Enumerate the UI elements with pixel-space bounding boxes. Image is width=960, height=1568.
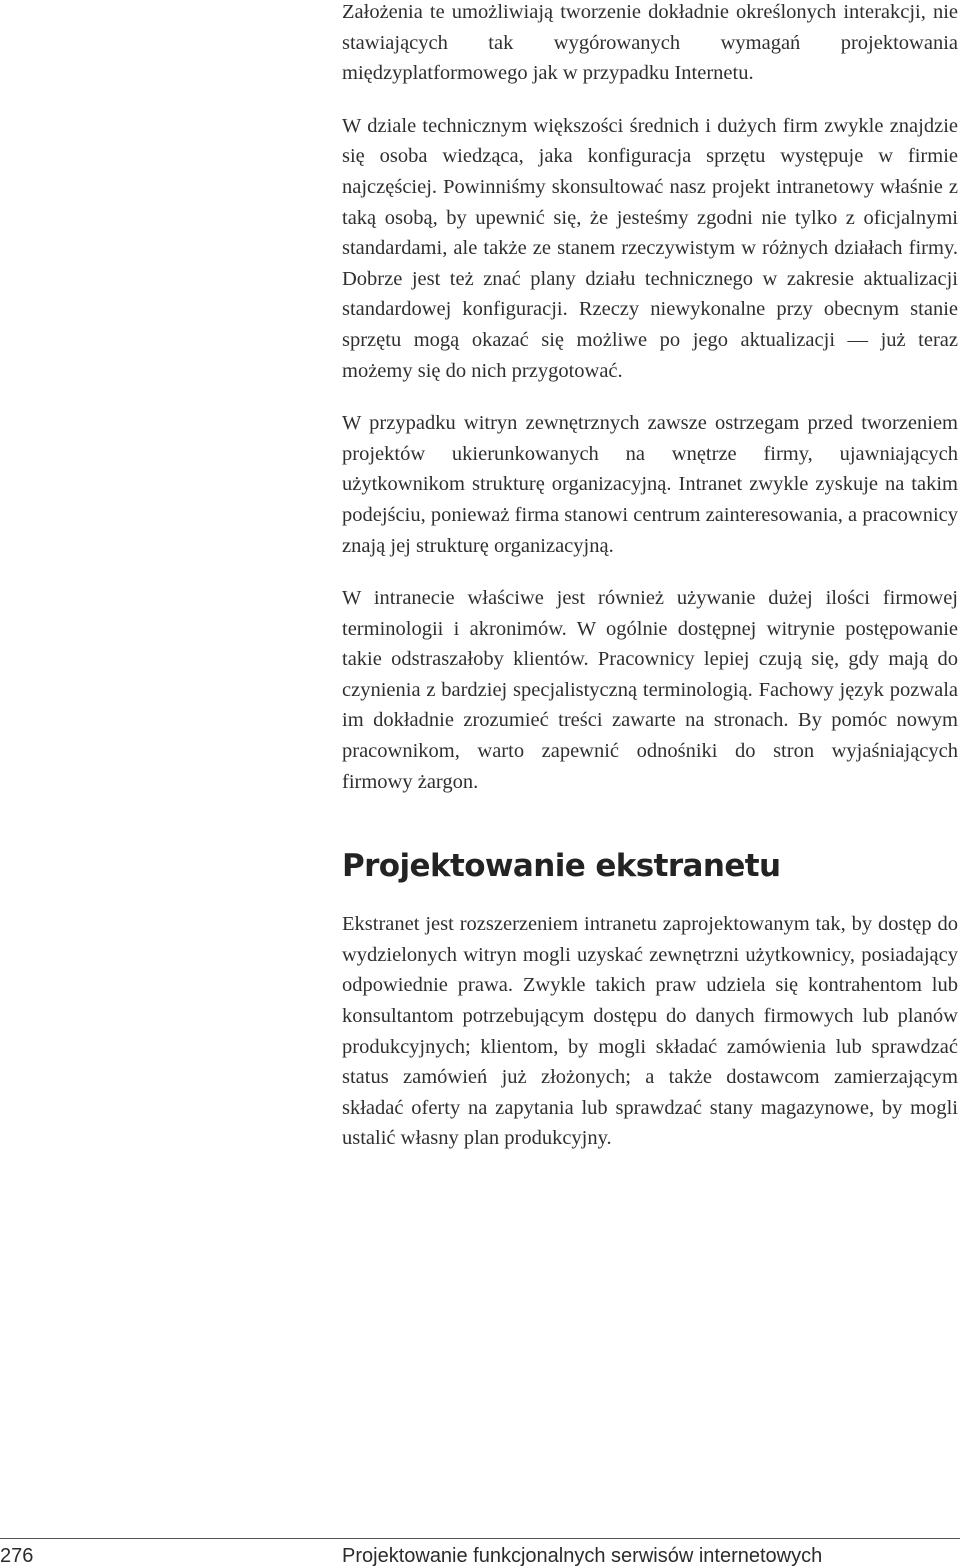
running-title: Projektowanie funkcjonalnych serwisów internetowych xyxy=(342,1545,823,1567)
page-number: 276 xyxy=(0,1545,34,1567)
section-paragraph-1: Ekstranet jest rozszerzeniem intranetu zaprojektowanym tak, by dostęp do wydzielonych witryn mogli uzyskać zewnętrzni użytkownicy, posiadający odpowiednie prawa. Zwykle takich praw udziela się kontrahentom lub konsultantom potrzebującym dostępu do danych firmowych lub planów produkcyjnych; klientom, by mogli składać zamówienia lub sprawdzać status zamówień już złożonych; a także dostawcom zamierzającym składać oferty na zapytania lub sprawdzać stany magazynowe, by mogli ustalić własny plan produkcyjny. xyxy=(342,913,958,1150)
body-paragraph-1: Założenia te umożliwiają tworzenie dokładnie określonych interakcji, nie stawiających tak wygórowanych wymagań projektowania międzyplatformowego jak w przypadku Internetu. xyxy=(342,1,958,85)
page-body xyxy=(342,0,958,1176)
section-heading: Projektowanie ekstranetu xyxy=(342,848,781,885)
body-paragraph-4: W intranecie właściwe jest również używanie dużej ilości firmowej terminologii i akronimów. W ogólnie dostępnej witrynie postępowanie takie odstraszałoby klientów. Pracownicy lepiej czują się, gdy mają do czynienia z bardziej specjalistyczną terminologią. Fachowy język pozwala im dokładnie zrozumieć treści zawarte na stronach. By pomóc nowym pracownikom, warto zapewnić odnośniki do stron wyjaśniających firmowy żargon. xyxy=(342,587,958,793)
footer-rule xyxy=(0,1538,960,1539)
body-paragraph-2: W dziale technicznym większości średnich i dużych firm zwykle znajdzie się osoba wiedząca, jaka konfiguracja sprzętu występuje w firmie najczęściej. Powinniśmy skonsultować nasz projekt intranetowy właśnie z taką osobą, by upewnić się, że jesteśmy zgodni nie tylko z oficjalnymi standardami, ale także ze stanem rzeczywistym w różnych działach firmy. Dobrze jest też znać plany działu technicznego w zakresie aktualizacji standardowej konfiguracji. Rzeczy niewykonalne przy obecnym stanie sprzętu mogą okazać się możliwe po jego aktualizacji — już teraz możemy się do nich przygotować. xyxy=(342,114,958,382)
body-paragraph-3: W przypadku witryn zewnętrznych zawsze ostrzegam przed tworzeniem projektów ukierunkowanych na wnętrze firmy, ujawniających użytkownikom strukturę organizacyjną. Intranet zwykle zyskuje na takim podejściu, ponieważ firma stanowi centrum zainteresowania, a pracownicy znają jej strukturę organizacyjną. xyxy=(342,412,958,557)
